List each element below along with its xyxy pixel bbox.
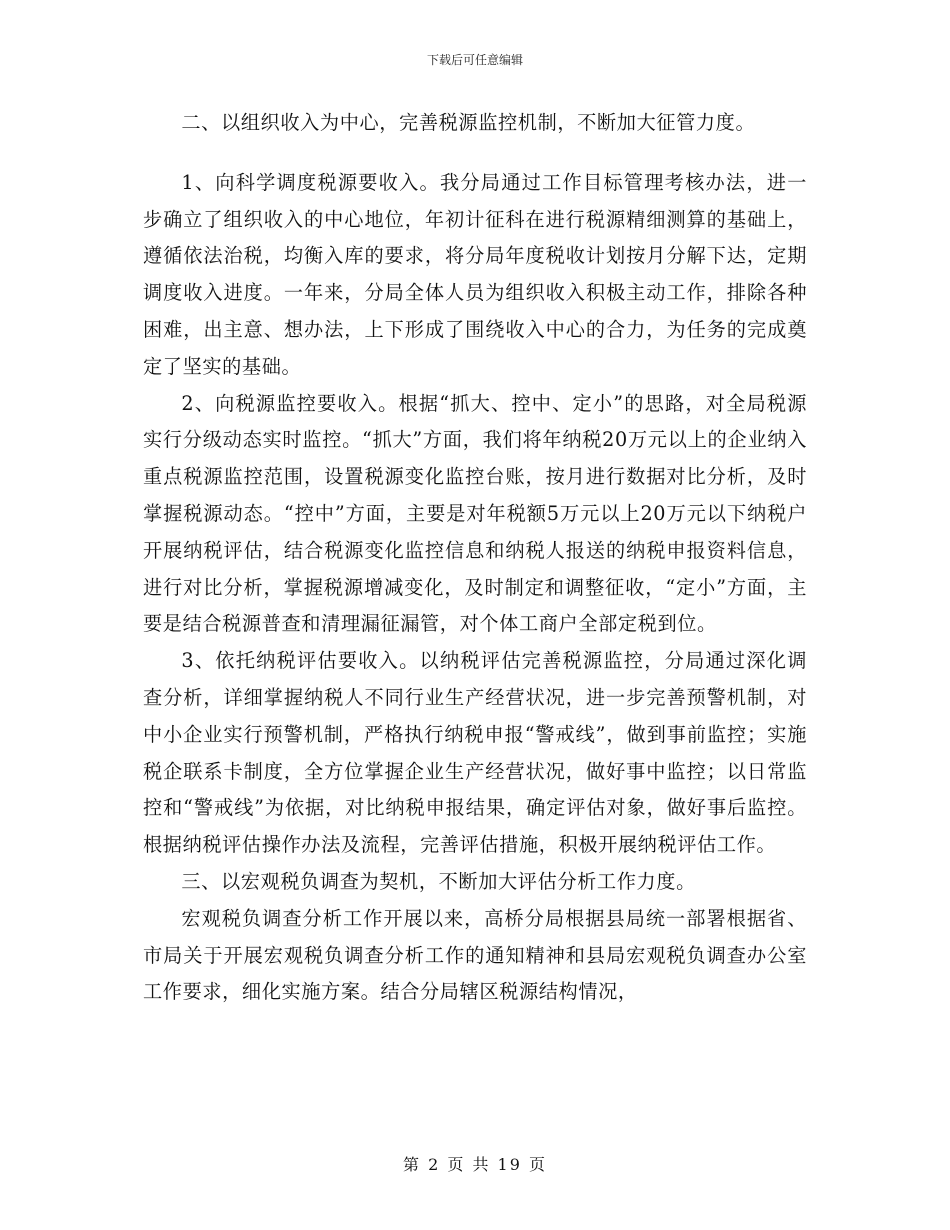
paragraph-4: 宏观税负调查分析工作开展以来，高桥分局根据县局统一部署根据省、市局关于开展宏观税负调查分析工作的通知精神和县局宏观税负调查办公室工作要求，细化实施方案。结合分局辖区税源结构情况，	[143, 906, 807, 1004]
header-note: 下载后可任意编辑	[426, 53, 523, 67]
document-body	[143, 105, 807, 1011]
paragraph-2: 2、向税源监控要收入。根据“抓大、控中、定小”的思路，对全局税源实行分级动态实时监控。“抓大”方面，我们将年纳税20万元以上的企业纳入重点税源监控范围，设置税源变化监控台账，按月进行数据对比分析，及时掌握税源动态。“控中”方面，主要是对年税额5万元以上20万元以下纳税户开展纳税评估，结合税源变化监控信息和纳税人报送的纳税申报资料信息，进行对比分析，掌握税源增减变化，及时制定和调整征收，“定小”方面，主要是结合税源普查和清理漏征漏管，对个体工商户全部定税到位。	[143, 391, 807, 636]
page-number-footer: 第 2 页 共 19 页	[403, 1155, 547, 1174]
section-heading-3: 三、以宏观税负调查为契机，不断加大评估分析工作力度。	[181, 869, 696, 893]
section-heading-2: 二、以组织收入为中心，完善税源监控机制，不断加大征管力度。	[181, 111, 756, 134]
paragraph-3: 3、依托纳税评估要收入。以纳税评估完善税源监控，分局通过深化调查分析，详细掌握纳税人不同行业生产经营状况，进一步完善预警机制，对中小企业实行预警机制，严格执行纳税申报“警戒线”，做到事前监控；实施税企联系卡制度，全方位掌握企业生产经营状况，做好事中监控；以日常监控和“警戒线”为依据，对比纳税申报结果，确定评估对象，做好事后监控。根据纳税评估操作办法及流程，完善评估措施，积极开展纳税评估工作。	[143, 649, 807, 857]
paragraph-1: 1、向科学调度税源要收入。我分局通过工作目标管理考核办法，进一步确立了组织收入的中心地位，年初计征科在进行税源精细测算的基础上，遵循依法治税，均衡入库的要求，将分局年度税收计划按月分解下达，定期调度收入进度。一年来，分局全体人员为组织收入积极主动工作，排除各种困难，出主意、想办法，上下形成了围绕收入中心的合力，为任务的完成奠定了坚实的基础。	[143, 170, 807, 378]
